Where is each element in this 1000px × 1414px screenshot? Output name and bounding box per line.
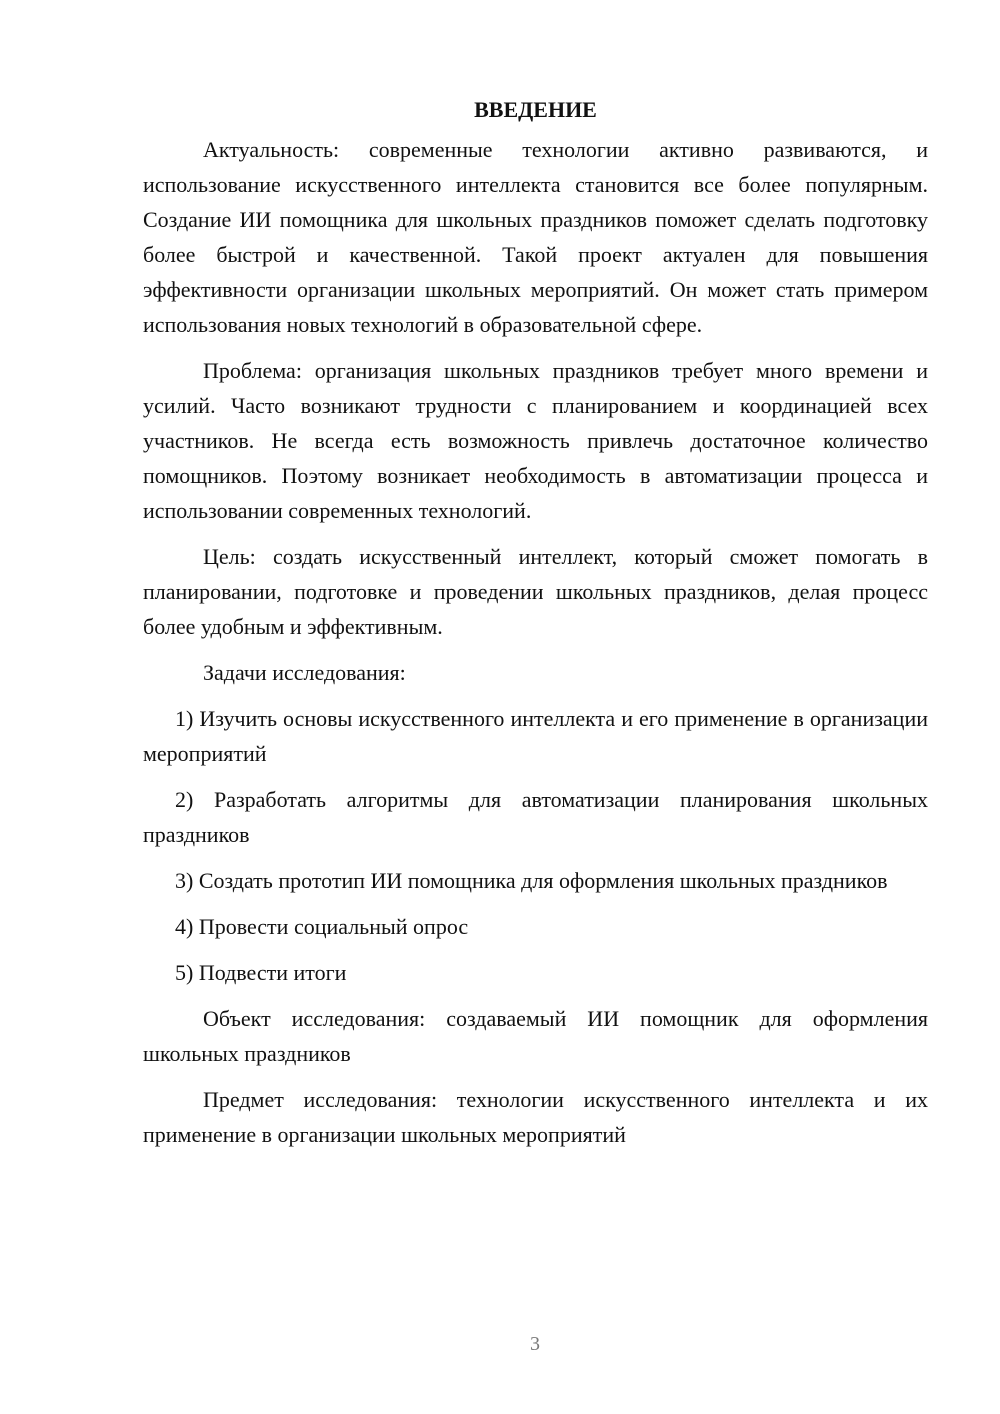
- object-paragraph: Объект исследования: создаваемый ИИ помощник для оформления школьных праздников: [143, 1006, 928, 1066]
- task-item: 2) Разработать алгоритмы для автоматизации планирования школьных праздников: [143, 787, 928, 847]
- task-item: 1) Изучить основы искусственного интеллекта и его применение в организации мероприятий: [143, 706, 928, 766]
- section-title: ВВЕДЕНИЕ: [474, 97, 597, 122]
- relevance-paragraph: Актуальность: современные технологии активно развиваются, и использование искусственного интеллекта становится все более популярным. Создание ИИ помощника для школьных праздников поможет сделать подготовку более быстрой и качественной. Такой проект актуален для повышения эффективности организации школьных мероприятий. Он может стать примером использования новых технологий в образовательной сфере.: [143, 137, 928, 337]
- goal-paragraph: Цель: создать искусственный интеллект, который сможет помогать в планировании, подготовке и проведении школьных праздников, делая процесс более удобным и эффективным.: [143, 544, 928, 639]
- tasks-heading: Задачи исследования:: [203, 660, 406, 685]
- page-number: 3: [530, 1333, 540, 1355]
- problem-paragraph: Проблема: организация школьных праздников требует много времени и усилий. Часто возникают трудности с планированием и координацией всех участников. Не всегда есть возможность привлечь достаточное количество помощников. Поэтому возникает необходимость в автоматизации процесса и использовании современных технологий.: [143, 358, 928, 523]
- task-item: 4) Провести социальный опрос: [175, 914, 469, 939]
- task-item: 5) Подвести итоги: [175, 960, 347, 985]
- task-item: 3) Создать прототип ИИ помощника для оформления школьных праздников: [175, 868, 888, 893]
- subject-paragraph: Предмет исследования: технологии искусственного интеллекта и их применение в организации школьных мероприятий: [143, 1087, 928, 1147]
- document-body: [143, 92, 928, 1163]
